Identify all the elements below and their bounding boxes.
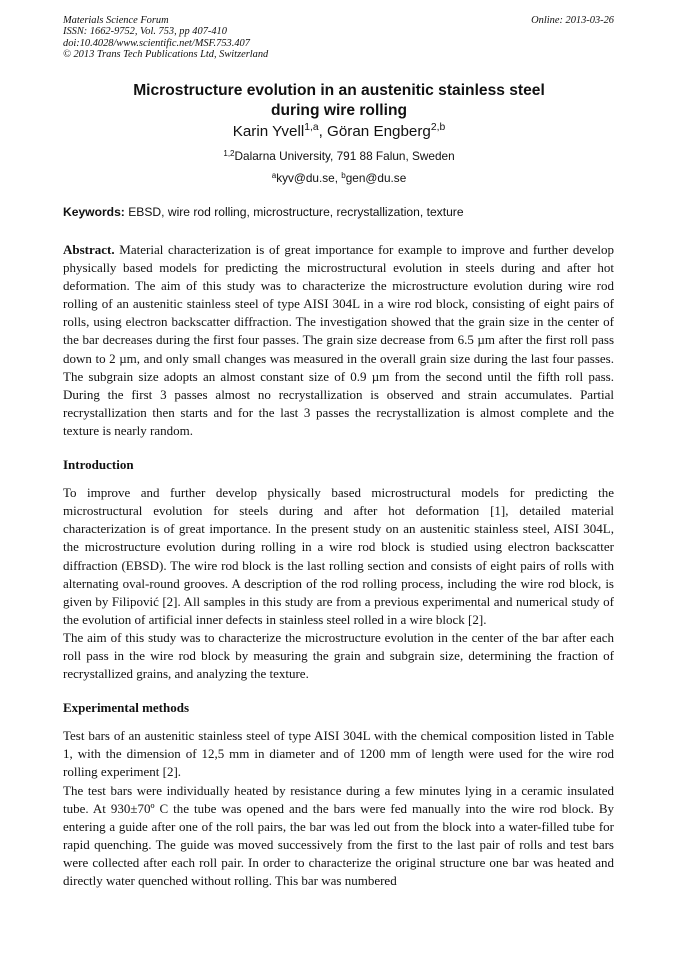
paper-title bbox=[63, 81, 615, 120]
keywords-text: EBSD, wire rod rolling, microstructure, recrystallization, texture bbox=[124, 205, 464, 219]
abstract-label: Abstract. bbox=[63, 242, 115, 257]
journal-header bbox=[63, 15, 268, 60]
affiliation bbox=[63, 149, 615, 164]
spacer bbox=[63, 683, 614, 699]
author-1: Karin Yvell bbox=[232, 123, 305, 140]
paper-body bbox=[63, 241, 614, 890]
online-date: Online: 2013-03-26 bbox=[531, 15, 614, 26]
introduction-paragraph-1: To improve and further develop physically based microstructural models for predicting the microstructural evolution for steels during and after hot deformation [1], detailed material characterization is of great importance. In the present study on an austenitic stainless steel, AISI 304L, the microstructure evolution during rolling in a wire rod block is studied using electron backscatter diffraction (EBSD). The wire rod block is the last rolling section and consists of eight pairs of rolls with alternating oval-round grooves. A description of the rod rolling process, including the wire rod block, is given by Filipović [2]. All samples in this study are from a previous experimental and numerical study of the evolution of artificial inner defects in stainless steel rolled in a wire block [2]. bbox=[63, 485, 614, 627]
journal-copyright: © 2013 Trans Tech Publications Ltd, Switzerland bbox=[63, 48, 269, 60]
spacer bbox=[63, 474, 614, 484]
journal-doi: doi:10.4028/www.scientific.net/MSF.753.407 bbox=[63, 37, 250, 49]
abstract-paragraph bbox=[63, 241, 614, 440]
keywords bbox=[63, 204, 464, 220]
author-list bbox=[63, 122, 615, 142]
abstract-text: Material characterization is of great importance for example to improve and further develop physically based models for predicting the microstructural evolution in steels during and after hot deformation. The aim of this study was to characterize the microstructure evolution during wire rod rolling of an austenitic stainless steel of type AISI 304L in a wire rod block, consisting of eight pairs of rolls, using electron backscatter diffraction. The investigation showed that the grain size in the center of the bar decreases during the first four passes. The grain size decrease from 6.5 µm after the first roll pass down to 2 µm, and only small changes was measured in the overall grain size during the last four passes. The subgrain size adopts an almost constant size of 0.9 µm from the second until the fifth roll pass. During the first 3 passes almost no recrystallization is observed and strain accumulates. Partial recrystallization then starts and for the last 3 passes the recrystallization is almost complete and the texture is nearly random. bbox=[63, 242, 614, 438]
author-emails bbox=[63, 171, 615, 186]
title-line-2: during wire rolling bbox=[270, 101, 407, 119]
experimental-paragraph-2: The test bars were individually heated by resistance during a few minutes lying in a ceramic insulated tube. At 930±70º C the tube was opened and the bars were fed manually into the wire rod block. By entering a guide after one of the roll pairs, the bar was led out from the block into a water-filled tube for rapid quenching. The guide was moved successively from the first to the last pair of rolls and test bars were collected after each roll pair. In order to characterize the original structure one bar was heated and directly water quenched without rolling. This bar was numbered bbox=[63, 782, 614, 888]
journal-issn: ISSN: 1662-9752, Vol. 753, pp 407-410 bbox=[63, 26, 227, 38]
spacer bbox=[63, 717, 614, 727]
author-separator: , bbox=[318, 123, 328, 140]
experimental-heading: Experimental methods bbox=[63, 700, 190, 716]
title-line-1: Microstructure evolution in an austenitic stainless steel bbox=[133, 82, 545, 99]
introduction-paragraph-2: The aim of this study was to characterize the microstructure evolution in the center of the bar after each roll pass in the wire rod block by measuring the grain and subgrain size, determining the fraction of recrystallized grains, and analyzing the texture. bbox=[63, 629, 614, 682]
email-b: gen@du.se bbox=[345, 171, 407, 185]
email-a: kyv@du.se, bbox=[276, 171, 342, 185]
affiliation-text: Dalarna University, 791 88 Falun, Sweden bbox=[234, 149, 455, 163]
spacer bbox=[63, 440, 614, 456]
author-2-affiliation: 2,b bbox=[430, 122, 446, 134]
email-marker-b: b bbox=[341, 170, 346, 180]
author-1-affiliation: 1,a bbox=[304, 122, 319, 134]
introduction-heading: Introduction bbox=[63, 457, 134, 473]
email-marker-a: a bbox=[271, 170, 277, 180]
keywords-label: Keywords: bbox=[63, 205, 125, 219]
journal-name: Materials Science Forum bbox=[63, 15, 169, 26]
experimental-paragraph-1: Test bars of an austenitic stainless steel of type AISI 304L with the chemical composition listed in Table 1, with the dimension of 12,5 mm in diameter and of 1200 mm of length were used for the wire rod rolling experiment [2]. bbox=[63, 728, 614, 780]
affiliation-marker: 1,2 bbox=[223, 148, 235, 158]
author-2: Göran Engberg bbox=[327, 123, 431, 140]
